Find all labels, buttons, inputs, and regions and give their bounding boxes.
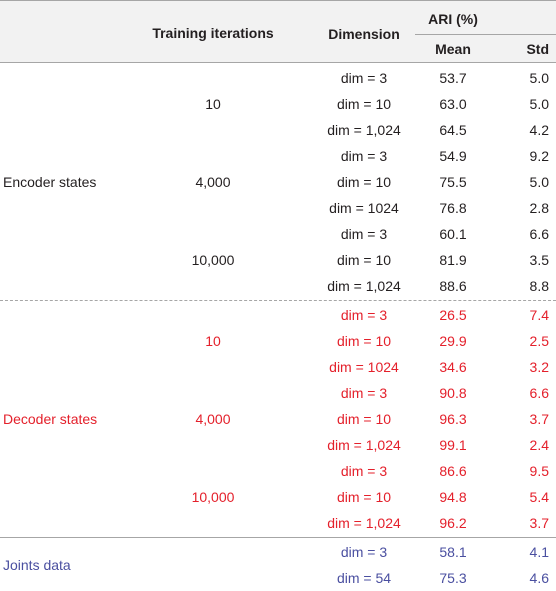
- std-cell: 6.6: [529, 226, 549, 242]
- dimension-cell: dim = 1024: [329, 359, 399, 375]
- dimension-cell: dim = 10: [336, 489, 392, 505]
- mean-cell: 76.8: [439, 200, 467, 216]
- mean-cell: 88.6: [439, 278, 467, 294]
- dimension-cell: dim = 1,024: [327, 437, 401, 453]
- group-divider: [0, 300, 556, 301]
- dimension-cell: dim = 1,024: [327, 278, 401, 294]
- training-iterations-cell: 10: [205, 96, 221, 112]
- mean-cell: 29.9: [439, 333, 467, 349]
- mean-cell: 63.0: [439, 96, 467, 112]
- mean-cell: 26.5: [439, 307, 467, 323]
- header-mean: Mean: [435, 41, 471, 57]
- dimension-cell: dim = 1,024: [327, 122, 401, 138]
- mean-cell: 90.8: [439, 385, 467, 401]
- group-label: Decoder states: [3, 411, 98, 427]
- dimension-cell: dim = 3: [340, 307, 388, 323]
- std-cell: 5.4: [529, 489, 549, 505]
- mean-cell: 96.2: [439, 515, 467, 531]
- dimension-cell: dim = 10: [336, 174, 392, 190]
- header-training-iterations: Training iterations: [152, 25, 274, 41]
- header-ari: ARI (%): [428, 11, 478, 27]
- dimension-cell: dim = 3: [340, 70, 388, 86]
- dimension-cell: dim = 3: [340, 226, 388, 242]
- dimension-cell: dim = 54: [336, 570, 392, 586]
- std-cell: 2.5: [529, 333, 549, 349]
- header-subrule: [415, 34, 556, 35]
- std-cell: 4.2: [529, 122, 549, 138]
- std-cell: 3.7: [529, 411, 549, 427]
- std-cell: 2.8: [529, 200, 549, 216]
- training-iterations-cell: 4,000: [195, 411, 231, 427]
- training-iterations-cell: 10: [205, 333, 221, 349]
- training-iterations-cell: 4,000: [195, 174, 231, 190]
- dimension-cell: dim = 3: [340, 544, 388, 560]
- std-cell: 4.6: [529, 570, 549, 586]
- std-cell: 4.1: [529, 544, 549, 560]
- mean-cell: 58.1: [439, 544, 467, 560]
- group-label: Encoder states: [3, 174, 97, 190]
- header-rule: [0, 62, 556, 63]
- dimension-cell: dim = 1024: [329, 200, 399, 216]
- mean-cell: 94.8: [439, 489, 467, 505]
- std-cell: 9.5: [529, 463, 549, 479]
- mean-cell: 86.6: [439, 463, 467, 479]
- std-cell: 2.4: [529, 437, 549, 453]
- std-cell: 5.0: [529, 70, 549, 86]
- std-cell: 5.0: [529, 174, 549, 190]
- mean-cell: 34.6: [439, 359, 467, 375]
- std-cell: 9.2: [529, 148, 549, 164]
- dimension-cell: dim = 10: [336, 411, 392, 427]
- mean-cell: 64.5: [439, 122, 467, 138]
- header-dimension: Dimension: [328, 26, 400, 42]
- dimension-cell: dim = 10: [336, 252, 392, 268]
- mean-cell: 60.1: [439, 226, 467, 242]
- mean-cell: 53.7: [439, 70, 467, 86]
- mean-cell: 75.3: [439, 570, 467, 586]
- dimension-cell: dim = 10: [336, 96, 392, 112]
- header-std: Std: [526, 41, 549, 57]
- mean-cell: 75.5: [439, 174, 467, 190]
- std-cell: 8.8: [529, 278, 549, 294]
- training-iterations-cell: 10,000: [191, 489, 235, 505]
- dimension-cell: dim = 10: [336, 333, 392, 349]
- std-cell: 6.6: [529, 385, 549, 401]
- mean-cell: 96.3: [439, 411, 467, 427]
- group-label: Joints data: [3, 557, 71, 573]
- top-rule: [0, 0, 556, 1]
- group-divider: [0, 537, 556, 538]
- std-cell: 3.5: [529, 252, 549, 268]
- mean-cell: 81.9: [439, 252, 467, 268]
- training-iterations-cell: 10,000: [191, 252, 235, 268]
- dimension-cell: dim = 1,024: [327, 515, 401, 531]
- dimension-cell: dim = 3: [340, 463, 388, 479]
- mean-cell: 54.9: [439, 148, 467, 164]
- dimension-cell: dim = 3: [340, 385, 388, 401]
- std-cell: 7.4: [529, 307, 549, 323]
- dimension-cell: dim = 3: [340, 148, 388, 164]
- std-cell: 5.0: [529, 96, 549, 112]
- std-cell: 3.7: [529, 515, 549, 531]
- mean-cell: 99.1: [439, 437, 467, 453]
- std-cell: 3.2: [529, 359, 549, 375]
